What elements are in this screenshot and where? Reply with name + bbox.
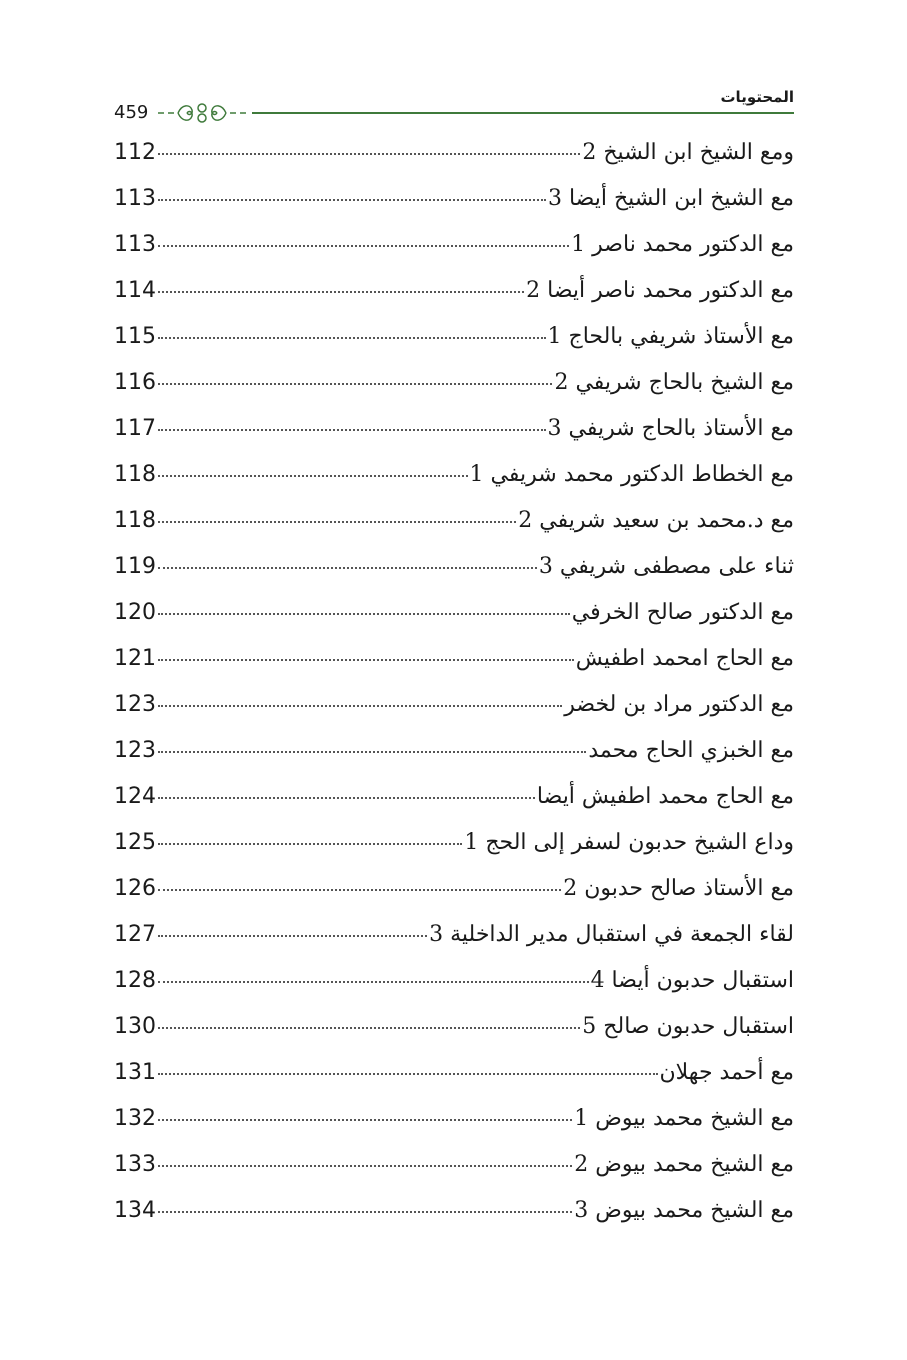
- dot-leader: [158, 1027, 580, 1029]
- toc-page-number: 121: [114, 646, 156, 671]
- toc-entry-title: وداع الشيخ حدبون لسفر إلى الحج 1: [464, 830, 794, 855]
- toc-entry-title: مع الخطاط الدكتور محمد شريفي 1: [469, 462, 794, 487]
- dot-leader: [158, 843, 462, 845]
- toc-page-number: 131: [114, 1060, 156, 1085]
- toc-entry-title: مع الحاج امحمد اطفيش: [575, 646, 794, 671]
- dot-leader: [158, 935, 427, 937]
- toc-entry[interactable]: [114, 1152, 794, 1198]
- toc-entry[interactable]: [114, 186, 794, 232]
- table-of-contents: [114, 140, 794, 1244]
- toc-entry-title: مع الدكتور محمد ناصر أيضا 2: [526, 278, 794, 303]
- toc-page-number: 133: [114, 1152, 156, 1177]
- toc-page-number: 115: [114, 324, 156, 349]
- toc-entry[interactable]: [114, 646, 794, 692]
- dot-leader: [158, 475, 468, 477]
- dot-leader: [158, 429, 546, 431]
- dot-leader: [158, 567, 537, 569]
- dot-leader: [158, 383, 552, 385]
- toc-entry-title: مع الخبزي الحاج محمد: [588, 738, 794, 763]
- floral-ornament-icon: [156, 100, 248, 126]
- toc-entry-title: مع الدكتور محمد ناصر 1: [571, 232, 794, 257]
- toc-entry-title: استقبال حدبون أيضا 4: [590, 968, 794, 993]
- toc-entry-title: مع الشيخ بالحاج شريفي 2: [554, 370, 794, 395]
- toc-entry-title: مع الأستاذ صالح حدبون 2: [563, 876, 794, 901]
- toc-entry[interactable]: [114, 1198, 794, 1244]
- toc-page-number: 113: [114, 186, 156, 211]
- dot-leader: [158, 199, 546, 201]
- toc-entry[interactable]: [114, 876, 794, 922]
- dot-leader: [158, 337, 546, 339]
- toc-entry-title: مع الشيخ ابن الشيخ أيضا 3: [547, 186, 794, 211]
- toc-entry[interactable]: [114, 232, 794, 278]
- toc-entry[interactable]: [114, 968, 794, 1014]
- toc-entry[interactable]: [114, 278, 794, 324]
- dot-leader: [158, 751, 586, 753]
- toc-entry[interactable]: [114, 1014, 794, 1060]
- toc-page-number: 134: [114, 1198, 156, 1223]
- toc-entry-title: استقبال حدبون صالح 5: [582, 1014, 794, 1039]
- dot-leader: [158, 1119, 572, 1121]
- toc-entry[interactable]: [114, 784, 794, 830]
- toc-page-number: 126: [114, 876, 156, 901]
- toc-page-number: 117: [114, 416, 156, 441]
- dot-leader: [158, 291, 524, 293]
- dot-leader: [158, 153, 580, 155]
- toc-entry[interactable]: [114, 554, 794, 600]
- dot-leader: [158, 797, 535, 799]
- page-number: 459: [114, 102, 149, 123]
- header-title: المحتويات: [720, 88, 794, 106]
- header-rule: [252, 112, 794, 114]
- toc-entry[interactable]: [114, 830, 794, 876]
- toc-entry[interactable]: [114, 416, 794, 462]
- toc-page-number: 124: [114, 784, 156, 809]
- dot-leader: [158, 981, 589, 983]
- running-header: [114, 80, 794, 130]
- toc-entry-title: مع الشيخ محمد بيوض 1: [574, 1106, 794, 1131]
- dot-leader: [158, 613, 570, 615]
- dot-leader: [158, 1165, 572, 1167]
- toc-entry-title: لقاء الجمعة في استقبال مدير الداخلية 3: [429, 922, 794, 947]
- toc-page-number: 120: [114, 600, 156, 625]
- toc-page-number: 116: [114, 370, 156, 395]
- dot-leader: [158, 1073, 658, 1075]
- toc-entry-title: مع أحمد جهلان: [659, 1060, 794, 1085]
- toc-entry[interactable]: [114, 922, 794, 968]
- toc-page-number: 132: [114, 1106, 156, 1131]
- toc-entry-title: مع الحاج محمد اطفيش أيضا: [536, 784, 794, 809]
- toc-entry-title: مع الدكتور مراد بن لخضر: [564, 692, 794, 717]
- toc-page-number: 114: [114, 278, 156, 303]
- toc-entry[interactable]: [114, 324, 794, 370]
- dot-leader: [158, 1211, 572, 1213]
- toc-page-number: 123: [114, 738, 156, 763]
- toc-entry[interactable]: [114, 600, 794, 646]
- toc-entry-title: مع د.محمد بن سعيد شريفي 2: [518, 508, 794, 533]
- toc-entry[interactable]: [114, 1106, 794, 1152]
- toc-entry-title: مع الشيخ محمد بيوض 2: [574, 1152, 794, 1177]
- toc-entry-title: ثناء على مصطفى شريفي 3: [538, 554, 794, 579]
- dot-leader: [158, 659, 574, 661]
- dot-leader: [158, 889, 561, 891]
- toc-entry-title: ومع الشيخ ابن الشيخ 2: [582, 140, 794, 165]
- toc-page-number: 118: [114, 462, 156, 487]
- toc-page-number: 130: [114, 1014, 156, 1039]
- toc-entry-title: مع الأستاذ بالحاج شريفي 3: [547, 416, 794, 441]
- toc-entry-title: مع الأستاذ شريفي بالحاج 1: [547, 324, 794, 349]
- toc-entry[interactable]: [114, 1060, 794, 1106]
- dot-leader: [158, 705, 562, 707]
- toc-entry[interactable]: [114, 692, 794, 738]
- toc-page-number: 112: [114, 140, 156, 165]
- toc-entry[interactable]: [114, 508, 794, 554]
- toc-page-number: 113: [114, 232, 156, 257]
- toc-entry[interactable]: [114, 462, 794, 508]
- toc-entry-title: مع الشيخ محمد بيوض 3: [574, 1198, 794, 1223]
- toc-entry-title: مع الدكتور صالح الخرفي: [571, 600, 794, 625]
- toc-page-number: 127: [114, 922, 156, 947]
- toc-page-number: 123: [114, 692, 156, 717]
- dot-leader: [158, 245, 569, 247]
- dot-leader: [158, 521, 516, 523]
- toc-entry[interactable]: [114, 140, 794, 186]
- toc-page-number: 118: [114, 508, 156, 533]
- toc-page-number: 128: [114, 968, 156, 993]
- toc-page-number: 119: [114, 554, 156, 579]
- toc-entry[interactable]: [114, 370, 794, 416]
- toc-page-number: 125: [114, 830, 156, 855]
- toc-entry[interactable]: [114, 738, 794, 784]
